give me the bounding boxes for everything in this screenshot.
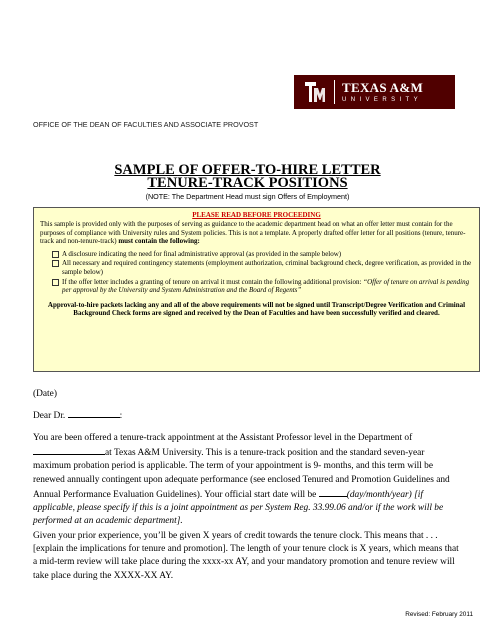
tamu-logo [294,75,455,109]
paragraph-appointment [33,432,463,528]
notice-intro [40,220,473,246]
notice-warning: Approval-to-hire packets lacking any and all of the above requirements will not be signed until Transcript/Degree Verification and Criminal Background Check forms are signed and received by the Dean of Faculties and have been successfully verified and cleared. [47,300,466,318]
list-item [52,259,473,276]
paragraph-text: at Texas A&M University. This is a tenure-track position and the standard seven-year maximum probation period is applicable. The term of your appointment is 9- months, and this term will be renewed annually contingent upon adequate performance (see enclosed Tenured and Promotion Guidelines and Annual Performance Evaluation Guidelines). Your official start date will be [33,448,450,500]
logo-name: TEXAS A&M [342,80,424,95]
document-subtitle: TENURE-TRACK POSITIONS [147,175,348,191]
list-item [52,278,473,295]
department-blank [33,445,105,455]
date-format: (day/month/year) [346,489,412,500]
start-date-blank [319,487,347,497]
paragraph-instruction: [if applicable, please specify if this is a joint appointment as per System Reg. 33.99.06 and/or if the work will be performed at an academic department]. [33,489,444,527]
document-title: SAMPLE OF OFFER-TO-HIRE LETTER [114,162,381,178]
checkbox-icon [52,279,59,286]
checkbox-icon [52,260,59,267]
paragraph-tenure-credit: Given your prior experience, you’ll be given X years of credit towards the tenure clock. This means that . . . [explain the implications for tenure and promotion]. The length of your tenure clock is X years, which means that a mid-term review will take place during the xxxx-xx AY, and your mandatory promotion and tenure review will take place during the XXXX-XX AY. [33,531,459,581]
notice-box [33,207,480,372]
list-item [52,250,473,259]
notice-heading: PLEASE READ BEFORE PROCEEDING [192,211,321,219]
notice-intro-bold: must contain the following: [118,237,200,246]
salutation [33,408,463,423]
salutation-suffix: : [119,411,123,421]
paragraph-text: You are been offered a tenure-track appointment at the Assistant Professor level in the Department of [33,433,413,443]
list-item-text: If the offer letter includes a granting of tenure on arrival it must contain the following additional provision: [62,277,364,286]
list-item-italic: “Offer of tenure on arrival is pending per approval by the University and System Administration and the Board of Regents” [62,277,470,295]
list-item-text: All necessary and required contingency statements (employment authorization, criminal background check, degree verification, as provided in the sample below) [62,259,472,276]
notice-intro-text: This sample is provided only with the purposes of serving as guidance to the academic department head on what an offer letter must contain for the purposes of compliance with University rules and System policies. This is not a template. A properly drafted offer letter for all positions (tenure, tenure-track and non-tenure-track) [40,220,466,246]
logo-divider [334,80,335,104]
atm-monogram-icon [304,80,326,104]
revision-footer: Revised: February 2011 [405,611,473,618]
requirements-list [40,250,473,295]
name-blank [68,408,120,418]
signature-note: (NOTE: The Department Head must sign Offers of Employment) [145,192,350,201]
salutation-prefix: Dear Dr. [33,411,66,421]
office-header: OFFICE OF THE DEAN OF FACULTIES AND ASSOCIATE PROVOST [33,120,259,129]
checkbox-icon [52,251,59,258]
list-item-text: A disclosure indicating the need for final administrative approval (as provided in the sample below) [62,249,342,258]
letter-date: (Date) [33,389,57,399]
logo-subtitle: UNIVERSITY [342,97,423,103]
logo-wordmark [342,81,423,103]
